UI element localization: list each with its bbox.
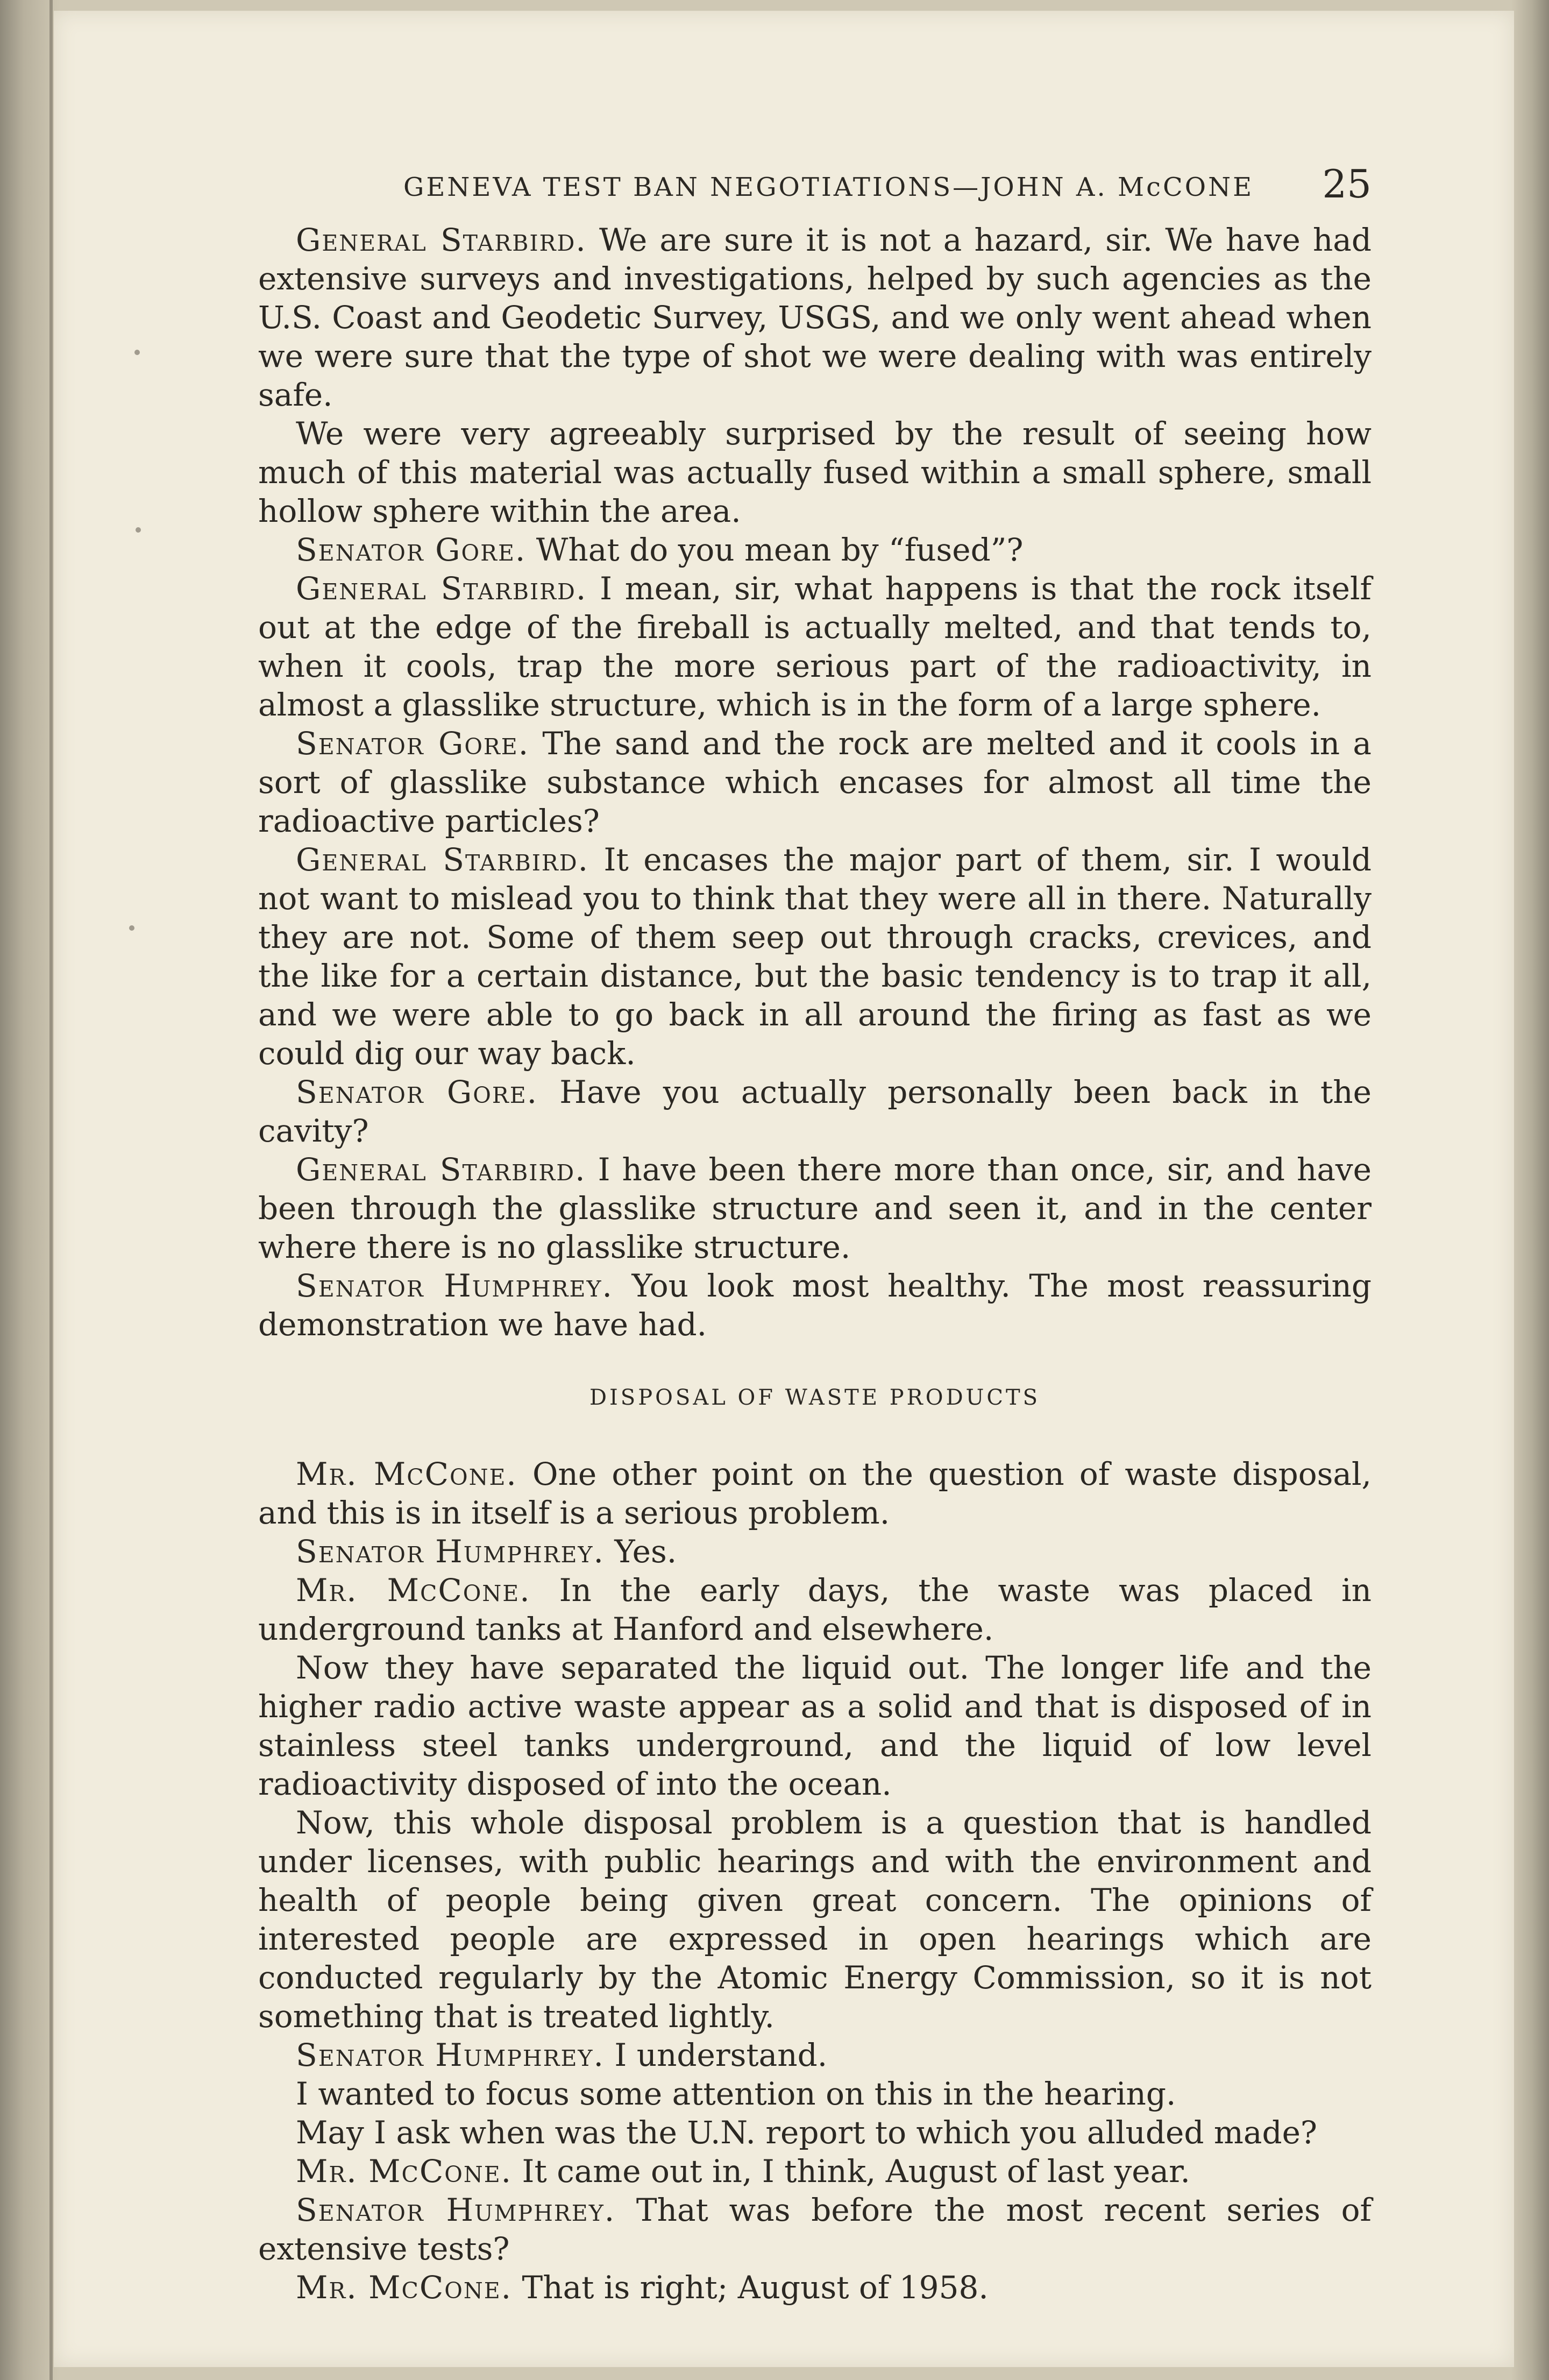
speaker-name: General Starbird. [296,570,587,607]
speaker-name: Senator Gore. [296,532,527,568]
paragraph-text: May I ask when was the U.N. report to which you alluded made? [296,2114,1318,2151]
speaker-name: General Starbird. [296,841,589,878]
page-number: 25 [1322,161,1372,207]
paper-speck [136,527,141,533]
paragraph [258,221,1372,414]
paragraph [258,1532,1372,1571]
paragraph [258,530,1372,569]
speaker-name: Senator Humphrey. [296,1533,605,1570]
speaker-name: Mr. McCone. [296,2153,513,2190]
paragraph [258,414,1372,530]
paragraph-text: Now, this whole disposal problem is a question that is handled under licenses, with public hearings and with the environment and health of people being given great concern. The opinions of interested people are expressed in open hearings which are conducted regularly by the Atomic Energy Commission, so it is not something that is treated lightly. [258,1804,1372,2035]
speaker-name: Senator Gore. [296,1074,538,1110]
paragraph [258,1150,1372,1266]
paragraph [258,2036,1372,2074]
speaker-name: Mr. McCone. [296,1456,517,1492]
body-text [258,221,1372,2307]
paragraph [258,1266,1372,1344]
paragraph-text: That is right; August of 1958. [512,2269,989,2306]
paragraph-text: We were very agreeably surprised by the result of seeing how much of this material was actually fused within a small sphere, small hollow sphere within the area. [258,415,1372,529]
paragraph [258,1455,1372,1532]
paragraph-text: It came out in, I think, August of last year. [512,2153,1190,2190]
paragraph [258,1648,1372,1803]
paragraph [258,1571,1372,1648]
section-heading: DISPOSAL OF WASTE PRODUCTS [589,1385,1041,1410]
paragraph [258,724,1372,840]
speaker-name: Senator Humphrey. [296,1267,613,1304]
paragraph-text: What do you mean by “fused”? [526,532,1024,568]
text-block [258,161,1372,2307]
paragraph [258,569,1372,724]
paragraph [258,2113,1372,2152]
paragraph-text: In the early days, the waste was placed in underground tanks at Hanford and elsewhere. [258,1572,1372,1647]
paragraph-text: Have you actually personally been back in the cavity? [258,1074,1372,1149]
paragraph [258,2268,1372,2307]
paragraph [258,2152,1372,2191]
paragraph-text: I mean, sir, what happens is that the rock itself out at the edge of the fireball is actually melted, and that tends to, when it cools, trap the more serious part of the radioactivity, in almost a glasslike structure, which is in the form of a large sphere. [258,570,1372,723]
speaker-name: Mr. McCone. [296,2269,513,2306]
paragraph-text: Now they have separated the liquid out. The longer life and the higher radio active waste appear as a solid and that is disposed of in stainless steel tanks underground, and the liquid of low level radioactivity disposed of into the ocean. [258,1649,1372,1802]
paragraph-text: We are sure it is not a hazard, sir. We have had extensive surveys and investigations, helped by such agencies as the U.S. Coast and Geodetic Survey, USGS, and we only went ahead when we were sure that the type of shot we were dealing with was entirely safe. [258,222,1372,413]
document-page [54,11,1514,2367]
paragraph [258,2191,1372,2268]
paragraph-text: Yes. [604,1533,677,1570]
paragraphs-after [258,1455,1372,2307]
paragraphs-before [258,221,1372,1344]
paragraph-text: It encases the major part of them, sir. I would not want to mislead you to think that they were all in there. Naturally they are not. Some of them seep out through cracks, crevices, and the like for a certain distance, but the basic tendency is to trap it all, and we were able to go back in all around the firing as fast as we could dig our way back. [258,841,1372,1072]
speaker-name: General Starbird. [296,222,587,258]
paragraph-text: I wanted to focus some attention on this in the hearing. [296,2076,1176,2112]
paragraph [258,1073,1372,1150]
paragraph-text: You look most healthy. The most reassuring demonstration we have had. [258,1267,1372,1343]
speaker-name: Senator Gore. [296,725,530,762]
paragraph-text: That was before the most recent series of extensive tests? [258,2192,1372,2267]
paragraph [258,2074,1372,2113]
paragraph-text: One other point on the question of waste disposal, and this is in itself is a serious problem. [258,1456,1372,1531]
running-head [258,161,1372,221]
paper-speck [129,925,134,931]
binding-line [49,0,53,2380]
speaker-name: Senator Humphrey. [296,2192,616,2228]
paragraph-text: The sand and the rock are melted and it cools in a sort of glasslike substance which encases for almost all time the radioactive particles? [258,725,1372,839]
paragraph [258,1803,1372,2036]
speaker-name: Mr. McCone. [296,1572,531,1609]
paragraph [258,840,1372,1073]
running-head-title: GENEVA TEST BAN NEGOTIATIONS—JOHN A. McCONE [403,172,1254,202]
paragraph-text: I have been there more than once, sir, and have been through the glasslike structure and seen it, and in the center where there is no glasslike structure. [258,1151,1372,1265]
paragraph-text: I understand. [604,2037,828,2073]
speaker-name: General Starbird. [296,1151,586,1188]
page-edge [1511,0,1549,2380]
paper-speck [134,350,140,355]
speaker-name: Senator Humphrey. [296,2037,605,2073]
